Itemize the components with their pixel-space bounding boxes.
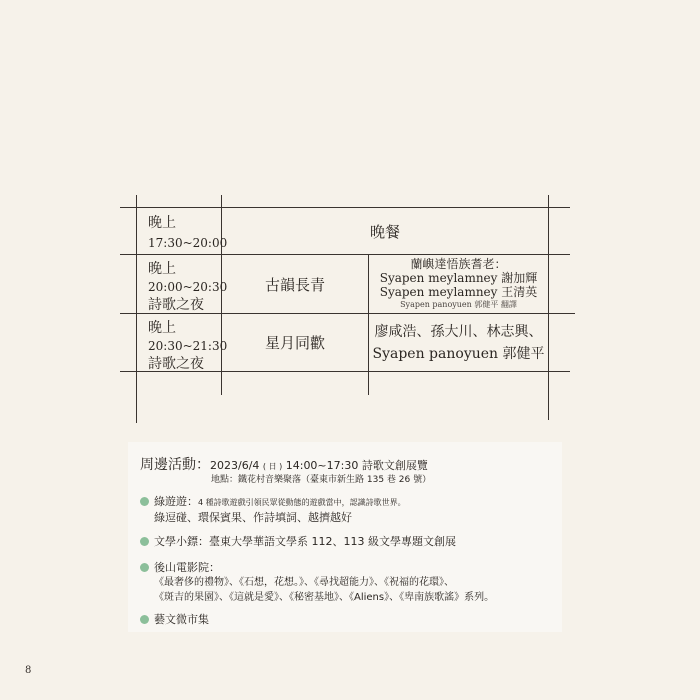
item-head: 文學小鏢： [154, 535, 209, 548]
list-item [140, 560, 494, 605]
time-label: 晚上 [148, 215, 176, 231]
time-range: 17:30~20:00 [148, 236, 228, 250]
item-desc: 4 種詩歌遊戲引領民眾從動態的遊戲當中，認識詩歌世界。 [198, 498, 406, 507]
item-line: 《斑吉的果園》、《這就是愛》、《秘密基地》、《Aliens》、《卑南族歌謠》系列。 [154, 592, 495, 603]
session-name: 詩歌之夜 [148, 297, 204, 313]
bullet-icon [140, 563, 149, 572]
program-title: 古韻長青 [264, 275, 325, 294]
translator-credit: Syapen panoyuen 郭健平 翻譯 [400, 300, 517, 309]
performers-cell [369, 255, 548, 313]
item-head: 後山電影院： [154, 561, 220, 574]
bullet-icon [140, 615, 149, 624]
item-line: 綠逗碰、環保賓果、作詩填詞、越擠越好 [154, 511, 352, 524]
performer-name: Syapen meylamney 謝加輝 [379, 271, 538, 285]
time-cell [148, 260, 227, 314]
page-number: 8 [25, 665, 32, 676]
side-events-panel [128, 442, 562, 632]
time-cell [148, 319, 227, 373]
list-item [140, 612, 209, 627]
performer-name: 廖咸浩、孫大川、林志興、 [374, 323, 543, 340]
program-cell [222, 255, 368, 313]
bullet-icon [140, 497, 149, 506]
program-title: 星月同歡 [264, 334, 325, 352]
bullet-icon [140, 537, 149, 546]
event-address: 地點：鐵花村音樂聚落（臺東市新生路 135 巷 26 號） [211, 475, 432, 485]
time-label: 晚上 [148, 261, 176, 277]
performers-title: 蘭嶼達悟族耆老： [410, 257, 507, 271]
item-body: 臺東大學華語文學系 112、113 級文學專題文創展 [209, 535, 456, 548]
program-title: 晚餐 [369, 222, 400, 241]
program-cell [222, 208, 548, 254]
time-cell [148, 214, 227, 252]
table-rule [548, 195, 549, 420]
list-item [140, 534, 456, 549]
event-time-title: 14:00~17:30 詩歌文創展覽 [285, 459, 428, 472]
item-head: 藝文微市集 [154, 613, 209, 626]
time-label: 晚上 [148, 320, 176, 336]
table-rule [136, 195, 137, 423]
program-cell [222, 314, 368, 371]
performer-name: Syapen meylamney 王清英 [379, 285, 538, 299]
event-date: 2023/6/4 [210, 459, 260, 472]
time-range: 20:30~21:30 [148, 339, 228, 353]
time-range: 20:00~20:30 [148, 280, 228, 294]
panel-label: 周邊活動： [140, 457, 210, 473]
item-line: 《最奢侈的禮物》、《石想，花想。》、《尋找超能力》、《祝福的花環》、 [154, 577, 454, 588]
performers-cell [369, 314, 548, 371]
event-weekday: ( 日 ) [262, 462, 283, 471]
session-name: 詩歌之夜 [148, 356, 204, 372]
performer-name: Syapen panoyuen 郭健平 [372, 345, 545, 362]
panel-header [140, 454, 428, 474]
item-head: 綠遊遊： [154, 495, 198, 508]
list-item [140, 494, 406, 525]
